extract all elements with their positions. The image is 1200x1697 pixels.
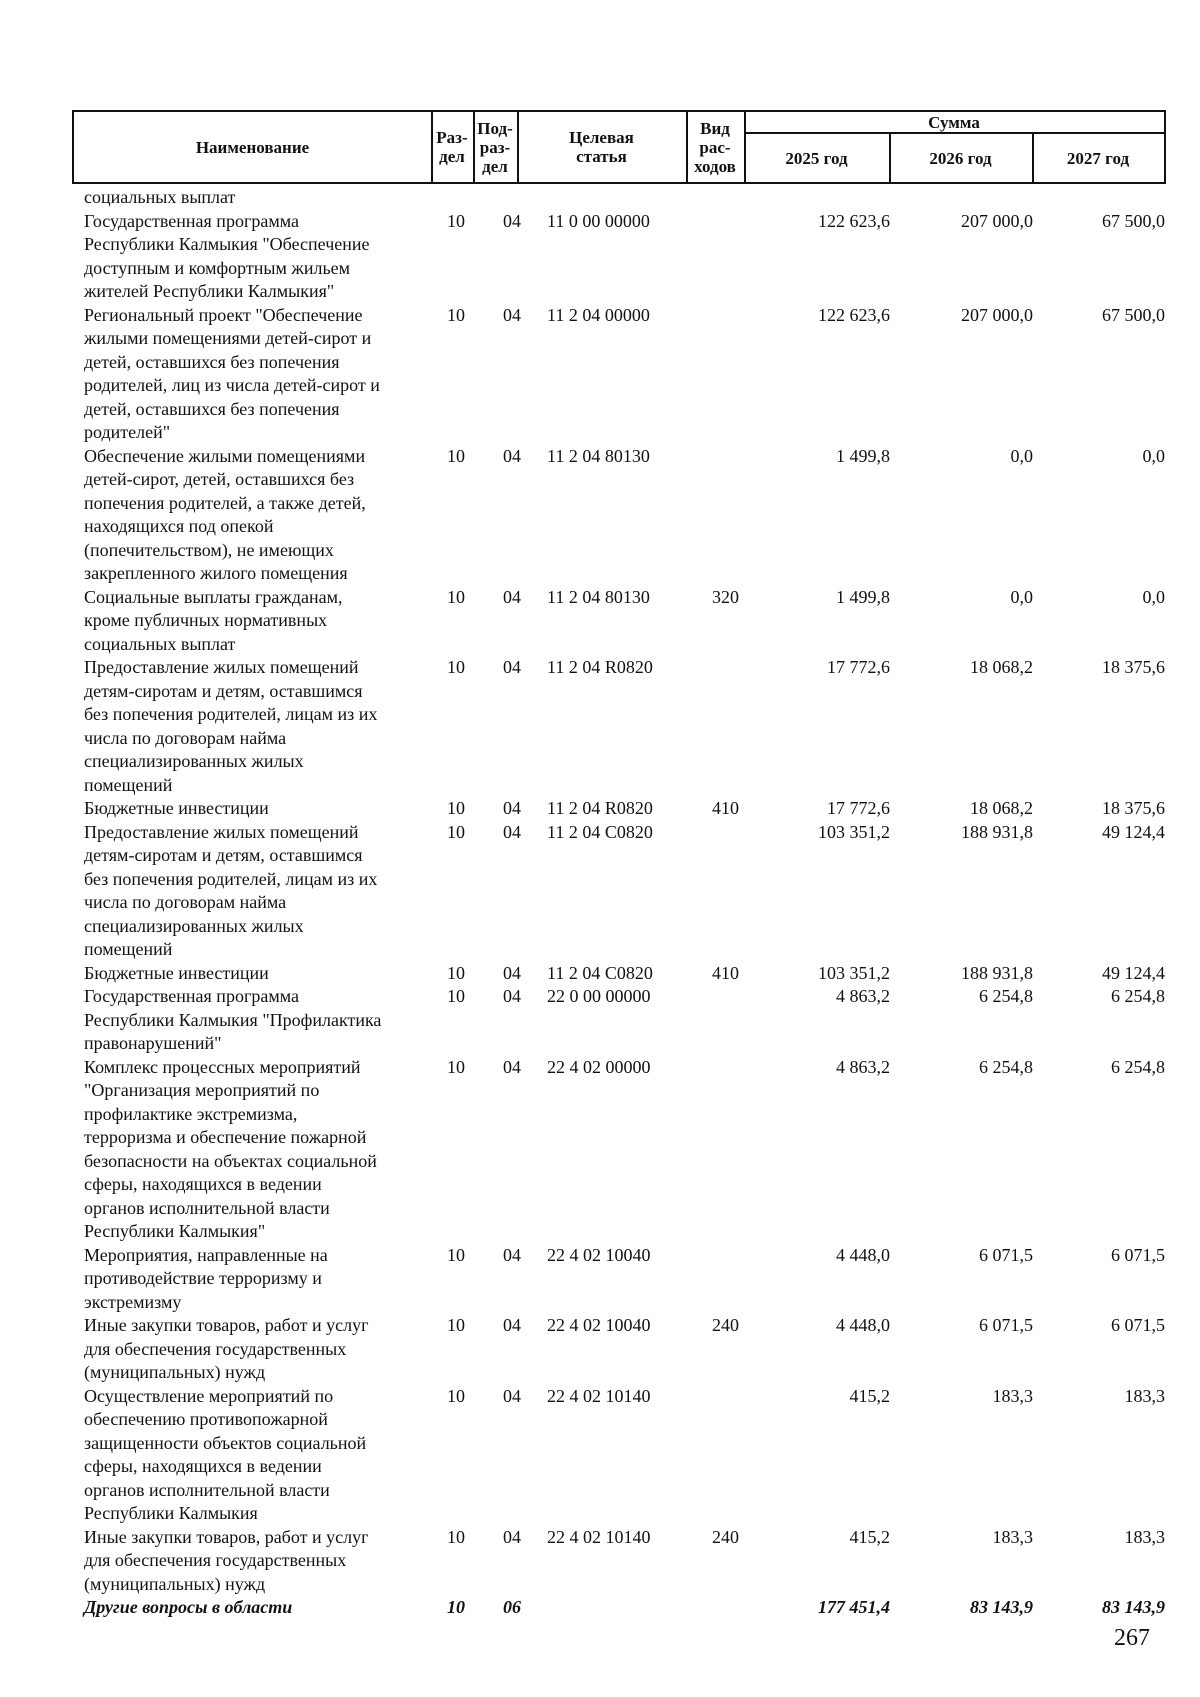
row-2027: 0,0 — [1142, 445, 1165, 466]
table-row — [0, 1596, 1200, 1620]
row-2025: 415,2 — [849, 1526, 890, 1547]
row-name: Государственная программа Республики Калмыкия "Обеспечение доступным и комфортным жильем жителей Республики Калмыкия" — [84, 210, 370, 301]
row-vid: 240 — [712, 1526, 739, 1547]
row-2025: 4 863,2 — [836, 986, 890, 1006]
row-2026: 83 143,9 — [970, 1597, 1033, 1617]
row-podrazdel: 04 — [503, 657, 521, 677]
row-2026: 0,0 — [1010, 445, 1033, 466]
row-podrazdel: 04 — [503, 445, 521, 466]
table-row — [0, 962, 1200, 986]
row-2026: 207 000,0 — [961, 304, 1033, 325]
row-2027: 6 254,8 — [1111, 1056, 1165, 1077]
row-razdel: 10 — [447, 1056, 465, 1077]
row-vid: 410 — [712, 798, 739, 818]
row-celevaya: 11 2 04 80130 — [547, 586, 650, 607]
row-2026: 183,3 — [992, 1385, 1033, 1406]
table-row — [0, 210, 1200, 304]
row-podrazdel: 04 — [503, 821, 521, 842]
row-2027: 6 071,5 — [1111, 1315, 1165, 1335]
header-summa: Сумма — [928, 112, 980, 132]
row-2026: 18 068,2 — [970, 657, 1033, 677]
table-row — [0, 304, 1200, 445]
table-row — [0, 586, 1200, 657]
row-2025: 4 448,0 — [836, 1315, 890, 1335]
header-2027: 2027 год — [1066, 148, 1130, 168]
row-name: Государственная программа Республики Калмыкия "Профилактика правонарушений" — [84, 986, 382, 1053]
row-podrazdel: 04 — [503, 586, 521, 607]
row-2025: 1 499,8 — [836, 445, 890, 466]
row-2025: 177 451,4 — [818, 1597, 890, 1617]
row-2025: 17 772,6 — [827, 798, 890, 818]
row-podrazdel: 04 — [503, 1056, 521, 1077]
row-name: Иные закупки товаров, работ и услуг для обеспечения государственных (муниципальных) нужд — [84, 1526, 369, 1594]
row-2027: 49 124,4 — [1102, 962, 1165, 983]
row-podrazdel: 04 — [503, 1526, 521, 1547]
row-razdel: 10 — [447, 1244, 465, 1265]
row-2026: 207 000,0 — [961, 210, 1033, 231]
row-2027: 18 375,6 — [1102, 657, 1165, 677]
row-razdel: 10 — [447, 657, 465, 677]
row-name: Предоставление жилых помещений детям-сиротам и детям, оставшимся без попечения родителей, лицам из их числа по договорам найма специализированных жилых помещений — [84, 657, 378, 795]
row-2027: 183,3 — [1124, 1385, 1165, 1406]
row-name: Региональный проект "Обеспечение жилыми помещениями детей-сирот и детей, оставшихся без попечения родителей, лиц из числа детей-сирот и детей, оставшихся без попечения родителей" — [84, 304, 380, 442]
row-celevaya: 22 4 02 10040 — [547, 1315, 651, 1335]
row-razdel: 10 — [447, 798, 465, 818]
header-celevaya: Целевая статья — [569, 128, 634, 166]
row-name: Мероприятия, направленные на противодействие терроризму и экстремизму — [84, 1244, 328, 1312]
row-2026: 6 071,5 — [979, 1315, 1033, 1335]
row-podrazdel: 04 — [503, 798, 521, 818]
row-2027: 6 254,8 — [1111, 986, 1165, 1006]
row-razdel: 10 — [447, 1597, 465, 1617]
table-row — [0, 1314, 1200, 1385]
row-name: Предоставление жилых помещений детям-сиротам и детям, оставшимся без попечения родителей, лицам из их числа по договорам найма специализированных жилых помещений — [84, 821, 378, 959]
row-razdel: 10 — [447, 445, 465, 466]
page-number: 267 — [1114, 1625, 1150, 1651]
row-2027: 49 124,4 — [1102, 821, 1165, 842]
row-2027: 67 500,0 — [1102, 210, 1165, 231]
row-razdel: 10 — [447, 304, 465, 325]
row-podrazdel: 04 — [503, 304, 521, 325]
row-2025: 17 772,6 — [827, 657, 890, 677]
row-2025: 4 863,2 — [836, 1056, 890, 1077]
row-2026: 188 931,8 — [961, 821, 1033, 842]
header-podrazdel: Под- раз- дел — [477, 118, 513, 176]
row-name: Бюджетные инвестиции — [84, 798, 269, 818]
row-celevaya: 22 4 02 10140 — [547, 1526, 651, 1547]
row-name: Обеспечение жилыми помещениями детей-сирот, детей, оставшихся без попечения родителей, а также детей, находящихся под опекой (попечительством), не имеющих закрепленного жилого помещения — [84, 445, 366, 583]
row-podrazdel: 04 — [503, 1315, 521, 1335]
row-celevaya: 22 4 02 00000 — [547, 1056, 651, 1077]
row-2025: 415,2 — [849, 1385, 890, 1406]
row-2025: 1 499,8 — [836, 586, 890, 607]
row-2026: 188 931,8 — [961, 962, 1033, 983]
table-header — [72, 110, 1166, 184]
table-row — [0, 797, 1200, 821]
row-2025: 103 351,2 — [818, 821, 890, 842]
row-razdel: 10 — [447, 1526, 465, 1547]
row-2026: 6 071,5 — [979, 1244, 1033, 1265]
row-2026: 0,0 — [1010, 586, 1033, 607]
row-2027: 183,3 — [1124, 1526, 1165, 1547]
row-2025: 122 623,6 — [818, 304, 890, 325]
row-celevaya: 11 2 04 00000 — [547, 304, 650, 325]
row-podrazdel: 04 — [503, 986, 521, 1006]
row-razdel: 10 — [447, 962, 465, 983]
row-2025: 4 448,0 — [836, 1244, 890, 1265]
row-podrazdel: 06 — [503, 1597, 521, 1617]
row-2026: 6 254,8 — [979, 1056, 1033, 1077]
row-name: Бюджетные инвестиции — [84, 962, 269, 983]
row-name: социальных выплат — [84, 187, 236, 207]
row-razdel: 10 — [447, 986, 465, 1006]
row-2027: 6 071,5 — [1111, 1244, 1165, 1265]
row-razdel: 10 — [447, 586, 465, 607]
row-2026: 6 254,8 — [979, 986, 1033, 1006]
table-row — [0, 1385, 1200, 1526]
row-celevaya: 11 2 04 C0820 — [547, 962, 653, 983]
row-2026: 183,3 — [992, 1526, 1033, 1547]
row-podrazdel: 04 — [503, 210, 521, 231]
row-razdel: 10 — [447, 210, 465, 231]
row-celevaya: 11 0 00 00000 — [547, 210, 650, 231]
header-razdel: Раз- дел — [436, 128, 468, 166]
row-razdel: 10 — [447, 1315, 465, 1335]
row-name: Осуществление мероприятий по обеспечению противопожарной защищенности объектов социальной сферы, находящихся в ведении органов исполнительной власти Республики Калмыкия — [84, 1385, 367, 1523]
header-vid: Вид рас- ходов — [694, 118, 736, 176]
row-vid: 320 — [712, 586, 739, 607]
row-2027: 0,0 — [1142, 586, 1165, 607]
header-name: Наименование — [195, 137, 310, 157]
table-row — [0, 1244, 1200, 1315]
row-celevaya: 22 4 02 10140 — [547, 1385, 651, 1406]
table-row — [0, 985, 1200, 1056]
row-name: Другие вопросы в области — [84, 1597, 293, 1617]
header-2025: 2025 год — [785, 148, 848, 168]
row-name: Комплекс процессных мероприятий "Организация мероприятий по профилактике экстремизма, терроризма и обеспечение пожарной безопасности на объектах социальной сферы, находящихся в ведении органов исполнительной власти Республики Калмыкия" — [84, 1056, 377, 1241]
row-razdel: 10 — [447, 1385, 465, 1406]
row-celevaya: 11 2 04 R0820 — [547, 657, 653, 677]
table-row — [0, 445, 1200, 586]
row-vid: 410 — [712, 962, 739, 983]
row-podrazdel: 04 — [503, 1385, 521, 1406]
row-2027: 18 375,6 — [1102, 798, 1165, 818]
row-podrazdel: 04 — [503, 1244, 521, 1265]
table-row — [0, 821, 1200, 962]
table-body — [0, 186, 1200, 1620]
table-row — [0, 1056, 1200, 1244]
row-celevaya: 11 2 04 80130 — [547, 445, 650, 466]
row-2026: 18 068,2 — [970, 798, 1033, 818]
row-podrazdel: 04 — [503, 962, 521, 983]
row-razdel: 10 — [447, 821, 465, 842]
row-celevaya: 22 4 02 10040 — [547, 1244, 651, 1265]
row-2027: 83 143,9 — [1102, 1597, 1165, 1617]
header-2026: 2026 год — [929, 148, 992, 168]
table-row — [0, 1526, 1200, 1597]
row-2027: 67 500,0 — [1102, 304, 1165, 325]
row-name: Иные закупки товаров, работ и услуг для обеспечения государственных (муниципальных) нужд — [84, 1315, 369, 1382]
table-row — [0, 656, 1200, 797]
row-2025: 122 623,6 — [818, 210, 890, 231]
row-vid: 240 — [712, 1315, 739, 1335]
row-2025: 103 351,2 — [818, 962, 890, 983]
row-name: Социальные выплаты гражданам, кроме публичных нормативных социальных выплат — [84, 586, 343, 654]
row-celevaya: 22 0 00 00000 — [547, 986, 651, 1006]
row-celevaya: 11 2 04 C0820 — [547, 821, 653, 842]
row-celevaya: 11 2 04 R0820 — [547, 798, 653, 818]
table-row — [0, 186, 1200, 210]
